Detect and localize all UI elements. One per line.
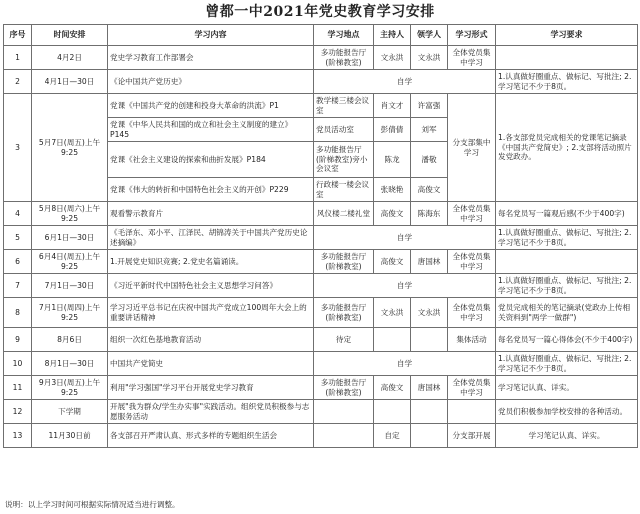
row-time: 8月6日 bbox=[32, 328, 108, 352]
row-content: 观看警示教育片 bbox=[108, 202, 314, 226]
row-host: 陈龙 bbox=[374, 142, 411, 178]
row-number: 5 bbox=[4, 226, 32, 250]
row-form: 全体党员集中学习 bbox=[448, 298, 496, 328]
row-time: 5月7日(周五)上午9:25 bbox=[32, 94, 108, 202]
row-host: 高俊文 bbox=[374, 202, 411, 226]
row-content: 党课《中国共产党的创建和投身大革命的洪流》P1 bbox=[108, 94, 314, 118]
table-row bbox=[4, 46, 638, 70]
row-requirement: 学习笔记认真、详实。 bbox=[496, 376, 638, 400]
row-form: 全体党员集中学习 bbox=[448, 250, 496, 274]
row-number: 8 bbox=[4, 298, 32, 328]
row-host bbox=[374, 400, 411, 424]
row-self-study: 自学 bbox=[314, 352, 496, 376]
row-number: 4 bbox=[4, 202, 32, 226]
row-requirement: 1.认真做好圈重点、做标记、写批注; 2.学习笔记不少于8页。 bbox=[496, 352, 638, 376]
row-form: 全体党员集中学习 bbox=[448, 202, 496, 226]
row-form: 分支部开展 bbox=[448, 424, 496, 448]
row-leader: 唐国林 bbox=[411, 250, 448, 274]
row-number: 11 bbox=[4, 376, 32, 400]
row-content: 学习习近平总书记在庆祝中国共产党成立100周年大会上的重要讲话精神 bbox=[108, 298, 314, 328]
row-host: 肖文才 bbox=[374, 94, 411, 118]
row-place bbox=[314, 400, 374, 424]
row-leader: 许富强 bbox=[411, 94, 448, 118]
row-form bbox=[448, 400, 496, 424]
row-requirement: 1.认真做好圈重点、做标记、写批注; 2.学习笔记不少于8页。 bbox=[496, 226, 638, 250]
row-leader bbox=[411, 328, 448, 352]
table-row bbox=[4, 250, 638, 274]
table-row bbox=[4, 70, 638, 94]
row-time: 7月1日—30日 bbox=[32, 274, 108, 298]
row-self-study: 自学 bbox=[314, 70, 496, 94]
table-row bbox=[4, 328, 638, 352]
row-host: 高俊文 bbox=[374, 250, 411, 274]
row-content: 中国共产党简史 bbox=[108, 352, 314, 376]
row-time: 11月30日前 bbox=[32, 424, 108, 448]
header-host: 主持人 bbox=[374, 25, 411, 46]
row-content: 各支部召开严肃认真、形式多样的专题组织生活会 bbox=[108, 424, 314, 448]
row-requirement: 每名党员写一篇观后感(不少于400字) bbox=[496, 202, 638, 226]
row-number: 6 bbox=[4, 250, 32, 274]
row-leader: 陈海东 bbox=[411, 202, 448, 226]
table-row bbox=[4, 376, 638, 400]
table-row bbox=[4, 94, 638, 118]
footnote: 说明：以上学习时间可根据实际情况适当进行调整。 bbox=[5, 500, 180, 509]
table-row bbox=[4, 424, 638, 448]
row-place bbox=[314, 424, 374, 448]
row-content: 党史学习教育工作部署会 bbox=[108, 46, 314, 70]
row-time: 8月1日—30日 bbox=[32, 352, 108, 376]
row-host: 自定 bbox=[374, 424, 411, 448]
row-content: 党课《中华人民共和国的成立和社会主义制度的建立》P145 bbox=[108, 118, 314, 142]
row-form: 全体党员集中学习 bbox=[448, 46, 496, 70]
row-content: 开展"我为群众/学生办实事"实践活动。组织党员积极参与志愿服务活动 bbox=[108, 400, 314, 424]
row-content: 1.开展党史知识竞赛; 2.党史名篇诵读。 bbox=[108, 250, 314, 274]
row-self-study: 自学 bbox=[314, 226, 496, 250]
row-place: 党员活动室 bbox=[314, 118, 374, 142]
row-time: 5月8日(周六)上午9:25 bbox=[32, 202, 108, 226]
table-row bbox=[4, 400, 638, 424]
row-place: 多功能报告厅(阶梯教室) bbox=[314, 250, 374, 274]
row-requirement: 每名党员写一篇心得体会(不少于400字) bbox=[496, 328, 638, 352]
row-host: 文永洪 bbox=[374, 298, 411, 328]
schedule-table bbox=[3, 24, 638, 448]
row-self-study: 自学 bbox=[314, 274, 496, 298]
row-number: 12 bbox=[4, 400, 32, 424]
header-content: 学习内容 bbox=[108, 25, 314, 46]
row-form: 集体活动 bbox=[448, 328, 496, 352]
row-time: 6月4日(周五)上午9:25 bbox=[32, 250, 108, 274]
row-requirement: 党员完成相关的笔记摘录(党政办上传相关资料到"两学一做群") bbox=[496, 298, 638, 328]
table-row bbox=[4, 298, 638, 328]
row-host bbox=[374, 328, 411, 352]
row-content: 党课《社会主义建设的探索和曲折发展》P184 bbox=[108, 142, 314, 178]
table-row bbox=[4, 202, 638, 226]
row-host: 高俊文 bbox=[374, 376, 411, 400]
row-leader bbox=[411, 400, 448, 424]
row-place: 多功能报告厅(阶梯教室) bbox=[314, 46, 374, 70]
row-place: 多功能报告厅(阶梯教室) bbox=[314, 298, 374, 328]
table-row bbox=[4, 352, 638, 376]
row-form: 分支部集中学习 bbox=[448, 94, 496, 202]
row-place: 多功能报告厅(阶梯教室) bbox=[314, 376, 374, 400]
header-form: 学习形式 bbox=[448, 25, 496, 46]
row-host: 彭倩倩 bbox=[374, 118, 411, 142]
row-number: 10 bbox=[4, 352, 32, 376]
row-place: 风仪楼二楼礼堂 bbox=[314, 202, 374, 226]
row-form: 全体党员集中学习 bbox=[448, 376, 496, 400]
row-requirement bbox=[496, 250, 638, 274]
row-requirement: 1.认真做好圈重点、做标记、写批注; 2.学习笔记不少于8页。 bbox=[496, 70, 638, 94]
table-row bbox=[4, 226, 638, 250]
row-time: 9月3日(周五)上午9:25 bbox=[32, 376, 108, 400]
row-time: 下学期 bbox=[32, 400, 108, 424]
row-requirement: 党员们积极参加学校安排的各种活动。 bbox=[496, 400, 638, 424]
row-time: 6月1日—30日 bbox=[32, 226, 108, 250]
row-time: 7月1日(周四)上午9:25 bbox=[32, 298, 108, 328]
row-leader bbox=[411, 424, 448, 448]
row-content: 《论中国共产党历史》 bbox=[108, 70, 314, 94]
row-number: 3 bbox=[4, 94, 32, 202]
row-content: 《毛泽东、邓小平、江泽民、胡锦涛关于中国共产党历史论述摘编》 bbox=[108, 226, 314, 250]
row-number: 2 bbox=[4, 70, 32, 94]
row-number: 7 bbox=[4, 274, 32, 298]
row-time: 4月2日 bbox=[32, 46, 108, 70]
row-leader: 文永洪 bbox=[411, 298, 448, 328]
header-no: 序号 bbox=[4, 25, 32, 46]
row-requirement: 学习笔记认真、详实。 bbox=[496, 424, 638, 448]
row-content: 《习近平新时代中国特色社会主义思想学习问答》 bbox=[108, 274, 314, 298]
row-leader: 唐国林 bbox=[411, 376, 448, 400]
row-leader: 高俊文 bbox=[411, 178, 448, 202]
row-requirement bbox=[496, 46, 638, 70]
row-time: 4月1日—30日 bbox=[32, 70, 108, 94]
row-host: 张晓艳 bbox=[374, 178, 411, 202]
row-number: 9 bbox=[4, 328, 32, 352]
row-leader: 刘军 bbox=[411, 118, 448, 142]
header-requirement: 学习要求 bbox=[496, 25, 638, 46]
row-leader: 文永洪 bbox=[411, 46, 448, 70]
row-number: 1 bbox=[4, 46, 32, 70]
table-row bbox=[4, 274, 638, 298]
header-leader: 领学人 bbox=[411, 25, 448, 46]
page-title: 曾都一中2021年党史教育学习安排 bbox=[205, 4, 435, 20]
row-place: 多功能报告厅(阶梯教室)旁小会议室 bbox=[314, 142, 374, 178]
header-time: 时间安排 bbox=[32, 25, 108, 46]
row-requirement: 1.各支部党员完成相关的党课笔记摘录《中国共产党简史》; 2.支部将活动照片发党政办。 bbox=[496, 94, 638, 202]
row-content: 利用"学习强国"学习平台开展党史学习教育 bbox=[108, 376, 314, 400]
row-leader: 潘敬 bbox=[411, 142, 448, 178]
header-row bbox=[4, 25, 638, 46]
row-place: 行政楼一楼会议室 bbox=[314, 178, 374, 202]
row-content: 组织一次红色基地教育活动 bbox=[108, 328, 314, 352]
row-place: 教学楼三楼会议室 bbox=[314, 94, 374, 118]
row-requirement: 1.认真做好圈重点、做标记、写批注; 2.学习笔记不少于8页。 bbox=[496, 274, 638, 298]
header-place: 学习地点 bbox=[314, 25, 374, 46]
row-place: 待定 bbox=[314, 328, 374, 352]
row-number: 13 bbox=[4, 424, 32, 448]
row-host: 文永洪 bbox=[374, 46, 411, 70]
row-content: 党课《伟大的转折和中国特色社会主义的开创》P229 bbox=[108, 178, 314, 202]
